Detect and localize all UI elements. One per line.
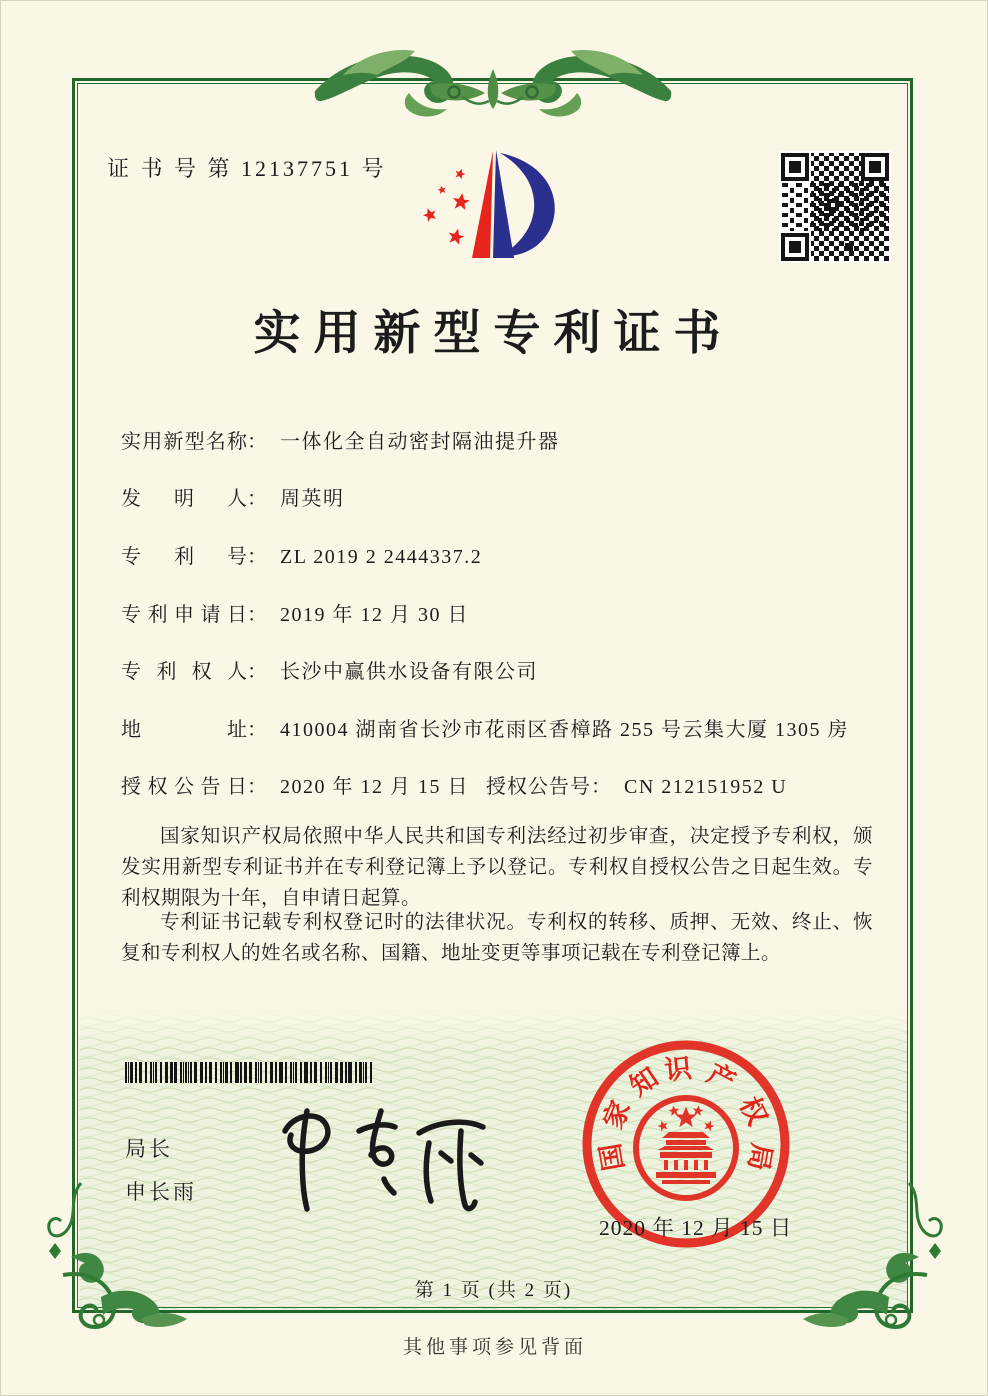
seal-char: 知 [624, 1061, 664, 1102]
signature-icon [263, 1097, 513, 1217]
bottom-left-flourish-ornament [41, 1179, 191, 1339]
seal-char: 局 [742, 1141, 777, 1173]
field-grant-number [486, 770, 787, 799]
seal-char: 国 [595, 1141, 630, 1173]
field-colon: ： [247, 661, 268, 683]
field-label: 专利权人 [121, 661, 247, 683]
page-number-info: 第 1 页 (共 2 页) [414, 1280, 573, 1301]
legal-paragraph-2: 专利证书记载专利权登记时的法律状况。专利权的转移、质押、无效、终止、恢复和专利权人的姓名或名称、国籍、地址变更等事项记载在专利登记簿上。 [121, 912, 873, 964]
field-value: 2019 年 12 月 30 日 [280, 604, 469, 626]
field-label: 专利号 [121, 546, 247, 568]
legal-paragraph-1: 国家知识产权局依照中华人民共和国专利法经过初步审查，决定授予专利权，颁发实用新型专利证书并在专利登记簿上予以登记。专利权自授权公告之日起生效。专利权期限为十年，自申请日起算。 [121, 826, 873, 909]
certificate-number: 证 书 号 第 12137751 号 [107, 156, 387, 181]
field-row-patentee [121, 655, 538, 684]
qr-code-icon [779, 151, 891, 263]
seal-char: 识 [663, 1053, 694, 1086]
field-label: 专利申请日 [121, 604, 247, 626]
commissioner-name: 申长雨 [125, 1180, 197, 1204]
seal-char: 权 [734, 1092, 773, 1130]
field-row-patent-number [121, 540, 482, 569]
field-row-grant-date [121, 770, 788, 799]
cnipa-logo-icon [414, 145, 584, 295]
seal-date: 2020 年 12 月 15 日 [599, 1216, 793, 1240]
field-value: 长沙中赢供水设备有限公司 [280, 661, 538, 683]
field-colon: ： [247, 488, 268, 510]
field-row-inventor [121, 482, 345, 511]
field-row-utility-model-name [121, 425, 560, 454]
field-colon: ： [247, 604, 268, 626]
field-value: CN 212151952 U [624, 776, 788, 798]
field-colon: ： [247, 719, 268, 741]
field-label: 授权公告日 [121, 776, 247, 798]
field-label: 发明人 [121, 488, 247, 510]
field-value: 410004 湖南省长沙市花雨区香樟路 255 号云集大厦 1305 房 [280, 719, 849, 741]
field-label: 地址 [121, 719, 247, 741]
field-colon: ： [247, 776, 268, 798]
top-flourish-ornament [313, 41, 673, 141]
field-row-filing-date [121, 598, 469, 627]
field-label: 实用新型名称 [121, 431, 247, 453]
commissioner-title: 局长 [125, 1137, 173, 1161]
field-colon: ： [247, 431, 268, 453]
field-label: 授权公告号 [486, 776, 591, 798]
field-value: ZL 2019 2 2444337.2 [280, 546, 483, 568]
field-colon: ： [591, 776, 612, 798]
field-value: 周英明 [280, 488, 345, 510]
back-side-note: 其他事项参见背面 [402, 1337, 587, 1358]
bottom-right-flourish-ornament [799, 1179, 949, 1339]
field-colon: ： [247, 546, 268, 568]
seal-char: 家 [597, 1096, 637, 1133]
field-value: 2020 年 12 月 15 日 [280, 776, 469, 798]
field-value: 一体化全自动密封隔油提升器 [280, 431, 560, 453]
certificate-title: 实用新型专利证书 [253, 308, 734, 360]
seal-char: 产 [702, 1058, 741, 1098]
field-row-address [121, 713, 849, 742]
barcode-icon [125, 1062, 373, 1083]
